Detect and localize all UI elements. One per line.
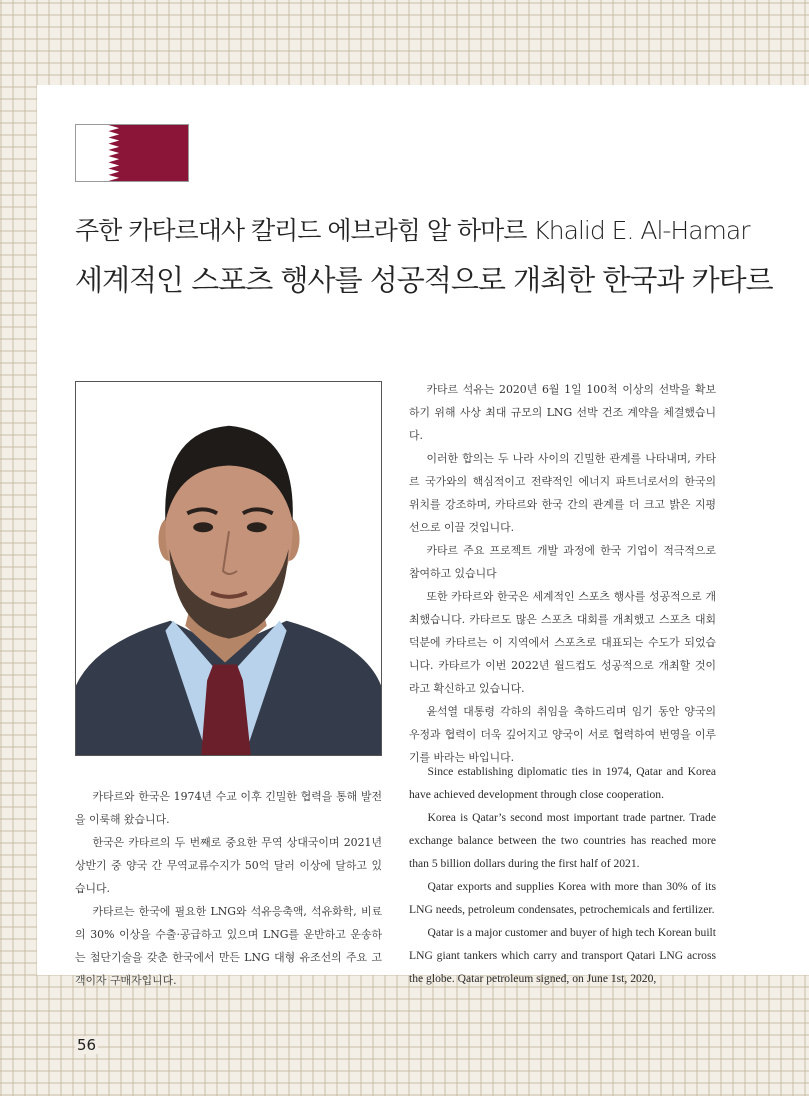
paragraph: Qatar is a major customer and buyer of high tech Korean built LNG giant tankers which carry and transport Qatari LNG across the globe. Qatar petroleum signed, on June 1st, 2020, (409, 926, 716, 985)
english-text-column (409, 760, 716, 990)
paragraph: 한국은 카타르의 두 번째로 중요한 무역 상대국이며 2021년 상반기 중 양국 간 무역교류수지가 50억 달러 이상에 달하고 있습니다. (75, 836, 382, 895)
paragraph: 윤석열 대통령 각하의 취임을 축하드리며 임기 동안 양국의 우정과 협력이 더욱 깊어지고 양국이 서로 협력하여 번영을 이루기를 바라는 바입니다. (409, 705, 716, 764)
korean-text-right-column (409, 378, 716, 769)
paragraph: 또한 카타르와 한국은 세계적인 스포츠 행사를 성공적으로 개최했습니다. 카타르도 많은 스포츠 대회를 개최했고 스포츠 대회 덕분에 카타르는 이 지역에서 스포츠로 대표되는 수도가 되었습니다. 카타르가 이번 2022년 월드컵도 성공적으로 개최할 것이라고 확신하고 있습니다. (409, 590, 716, 695)
paragraph: Since establishing diplomatic ties in 1974, Qatar and Korea have achieved development through close cooperation. (409, 765, 716, 801)
korean-text-left-column (75, 785, 382, 992)
ambassador-portrait (75, 381, 382, 756)
page-number: 56 (77, 1036, 97, 1054)
paragraph: 카타르 주요 프로젝트 개발 과정에 한국 기업이 적극적으로 참여하고 있습니다 (409, 544, 716, 580)
paragraph: 카타르 석유는 2020년 6월 1일 100척 이상의 선박을 확보하기 위해 사상 최대 규모의 LNG 선박 건조 계약을 체결했습니다. (409, 383, 716, 442)
paragraph: Qatar exports and supplies Korea with more than 30% of its LNG needs, petroleum condensates, petrochemicals and fertilizer. (409, 880, 716, 916)
headline-ambassador-name: 주한 카타르대사 칼리드 에브라힘 알 하마르 Khalid E. Al-Hamar (75, 216, 750, 245)
paragraph: 카타르와 한국은 1974년 수교 이후 긴밀한 협력을 통해 발전을 이룩해 왔습니다. (75, 790, 382, 826)
headline-title: 세계적인 스포츠 행사를 성공적으로 개최한 한국과 카타르 (75, 263, 773, 297)
paragraph: Korea is Qatar’s second most important trade partner. Trade exchange balance between the two countries has reached more than 5 billion dollars during the first half of 2021. (409, 811, 716, 870)
paragraph: 이러한 합의는 두 나라 사이의 긴밀한 관계를 나타내며, 카타르 국가와의 핵심적이고 전략적인 에너지 파트너로서의 한국의 위치를 강조하며, 카타르와 한국 간의 관계를 더 크고 밝은 지평선으로 이끌 것입니다. (409, 452, 716, 534)
paragraph: 카타르는 한국에 필요한 LNG와 석유응축액, 석유화학, 비료의 30% 이상을 수출·공급하고 있으며 LNG를 운반하고 운송하는 첨단기술을 갖춘 한국에서 만든 LNG 대형 유조선의 주요 고객이자 구매자입니다. (75, 905, 382, 987)
qatar-flag-icon (75, 124, 189, 182)
